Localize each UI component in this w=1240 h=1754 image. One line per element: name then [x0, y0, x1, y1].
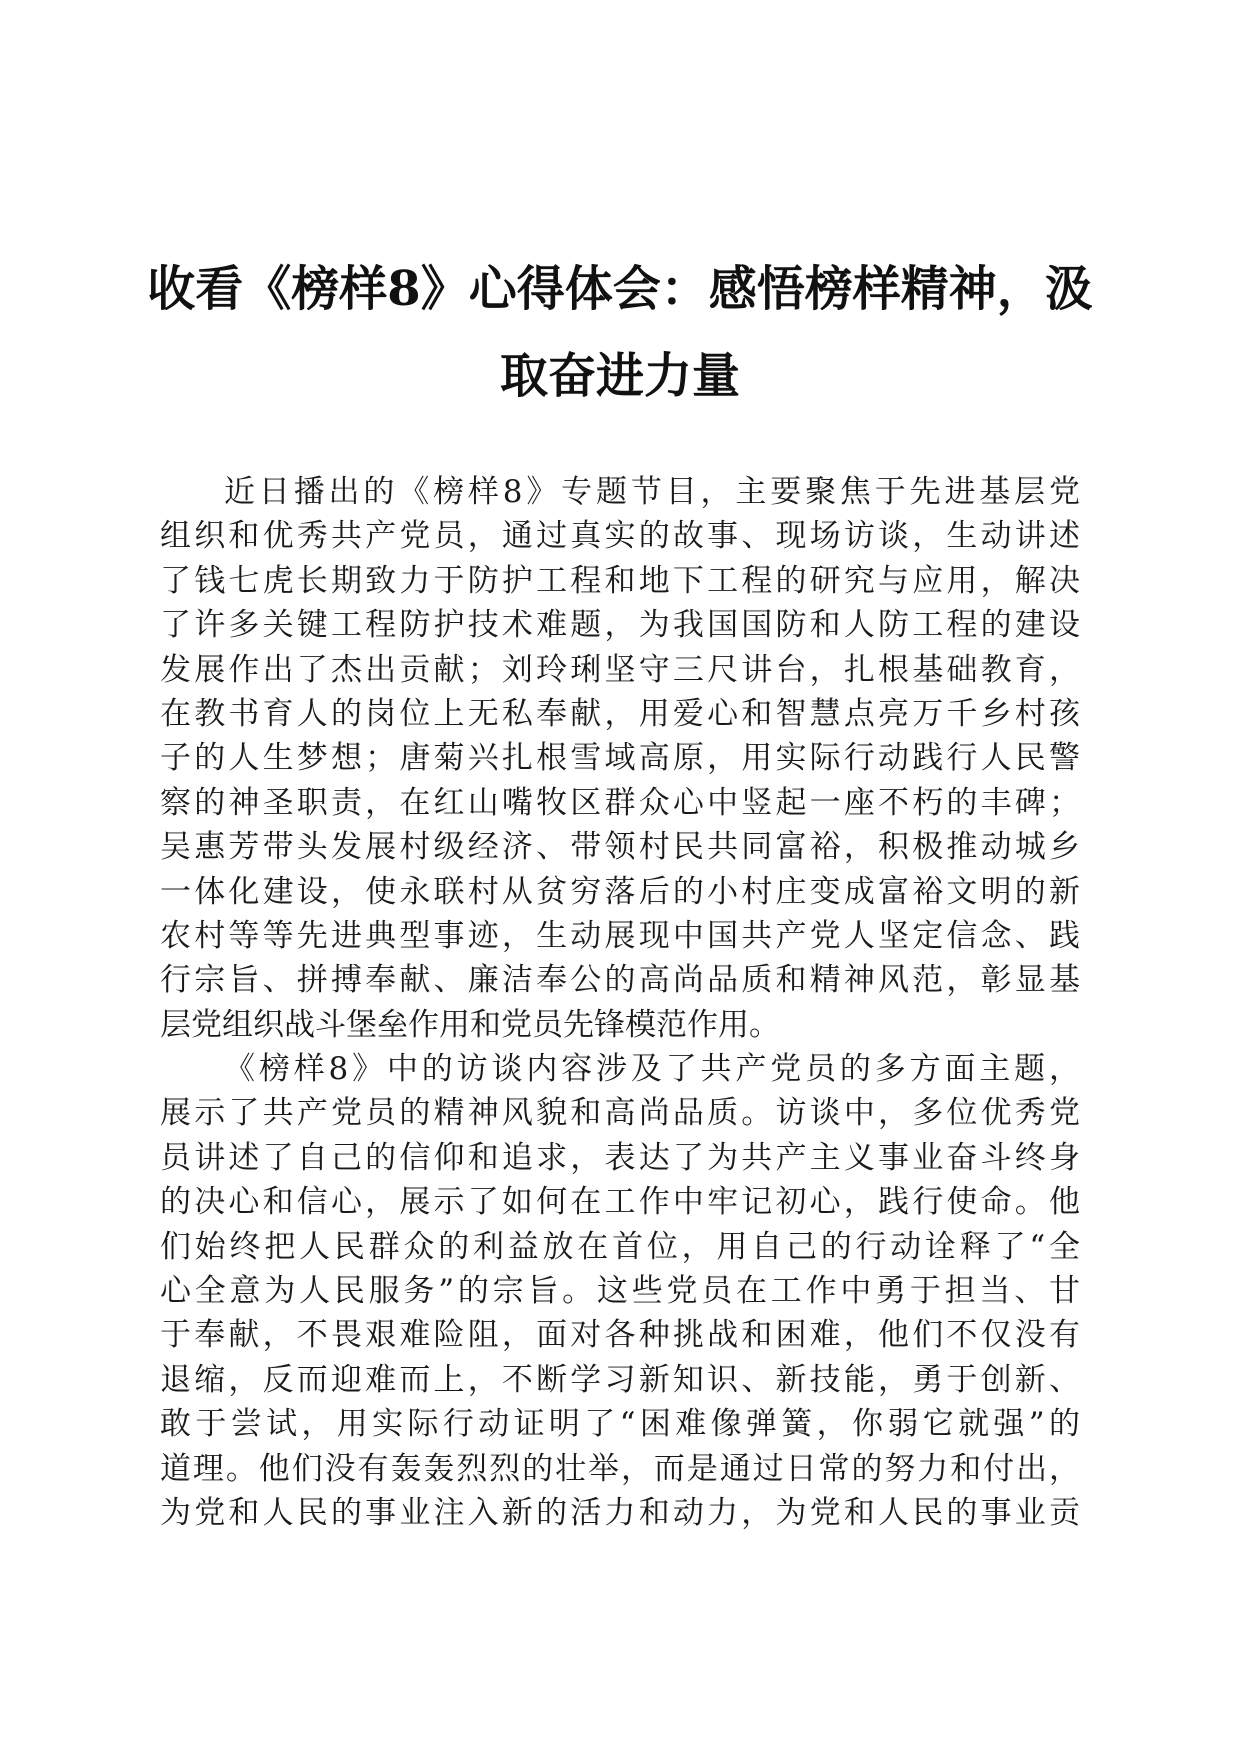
paragraph-line: 层党组织战斗堡垒作用和党员先锋模范作用。 [160, 1006, 780, 1043]
paragraph-line: 敢于尝试，用实际行动证明了“困难像弹簧，你弱它就强”的 [160, 1406, 1080, 1443]
paragraph-line: 心全意为人民服务”的宗旨。这些党员在工作中勇于担当、甘 [160, 1273, 1080, 1310]
paragraph-line: 近日播出的《榜样8》专题节目，主要聚焦于先进基层党 [224, 474, 1080, 510]
paragraph-line: 展示了共产党员的精神风貌和高尚品质。访谈中，多位优秀党 [160, 1095, 1080, 1132]
paragraph-line: 一体化建设，使永联村从贫穷落后的小村庄变成富裕文明的新 [160, 873, 1080, 910]
paragraph [160, 1047, 1080, 1535]
title-line: 收看《榜样8》心得体会：感悟榜样精神，汲 [147, 261, 1093, 317]
paragraph-line: 退缩，反而迎难而上，不断学习新知识、新技能，勇于创新、 [160, 1361, 1080, 1398]
paragraph-line: 员讲述了自己的信仰和追求，表达了为共产主义事业奋斗终身 [160, 1139, 1080, 1176]
paragraph-line: 发展作出了杰出贡献；刘玲琍坚守三尺讲台，扎根基础教育， [160, 651, 1080, 688]
paragraph-line: 《榜样8》中的访谈内容涉及了共产党员的多方面主题， [224, 1051, 1080, 1088]
paragraph-line: 组织和优秀共产党员，通过真实的故事、现场访谈，生动讲述 [160, 518, 1080, 555]
title-line: 取奋进力量 [499, 348, 740, 404]
paragraph-line: 察的神圣职责，在红山嘴牧区群众心中竖起一座不朽的丰碑； [160, 784, 1080, 821]
paragraph-line: 农村等等先进典型事迹，生动展现中国共产党人坚定信念、践 [160, 917, 1080, 954]
document-body [160, 470, 1080, 1535]
paragraph-line: 的决心和信心，展示了如何在工作中牢记初心，践行使命。他 [160, 1184, 1080, 1221]
paragraph-line: 子的人生梦想；唐菊兴扎根雪域高原，用实际行动践行人民警 [160, 740, 1080, 777]
document-title [130, 246, 1110, 420]
paragraph-line: 道理。他们没有轰轰烈烈的壮举，而是通过日常的努力和付出， [160, 1450, 1080, 1487]
paragraph-line: 为党和人民的事业注入新的活力和动力，为党和人民的事业贡 [160, 1494, 1080, 1531]
paragraph-line: 吴惠芳带头发展村级经济、带领村民共同富裕，积极推动城乡 [160, 829, 1080, 866]
paragraph-line: 在教书育人的岗位上无私奉献，用爱心和智慧点亮万千乡村孩 [160, 695, 1080, 732]
paragraph-line: 了许多关键工程防护技术难题，为我国国防和人防工程的建设 [160, 607, 1080, 644]
paragraph-line: 行宗旨、拼搏奉献、廉洁奉公的高尚品质和精神风范，彰显基 [160, 962, 1080, 999]
paragraph-line: 们始终把人民群众的利益放在首位，用自己的行动诠释了“全 [160, 1228, 1080, 1265]
paragraph-line: 了钱七虎长期致力于防护工程和地下工程的研究与应用，解决 [160, 562, 1080, 599]
paragraph-line: 于奉献，不畏艰难险阻，面对各种挑战和困难，他们不仅没有 [160, 1317, 1080, 1354]
paragraph [160, 470, 1080, 1047]
